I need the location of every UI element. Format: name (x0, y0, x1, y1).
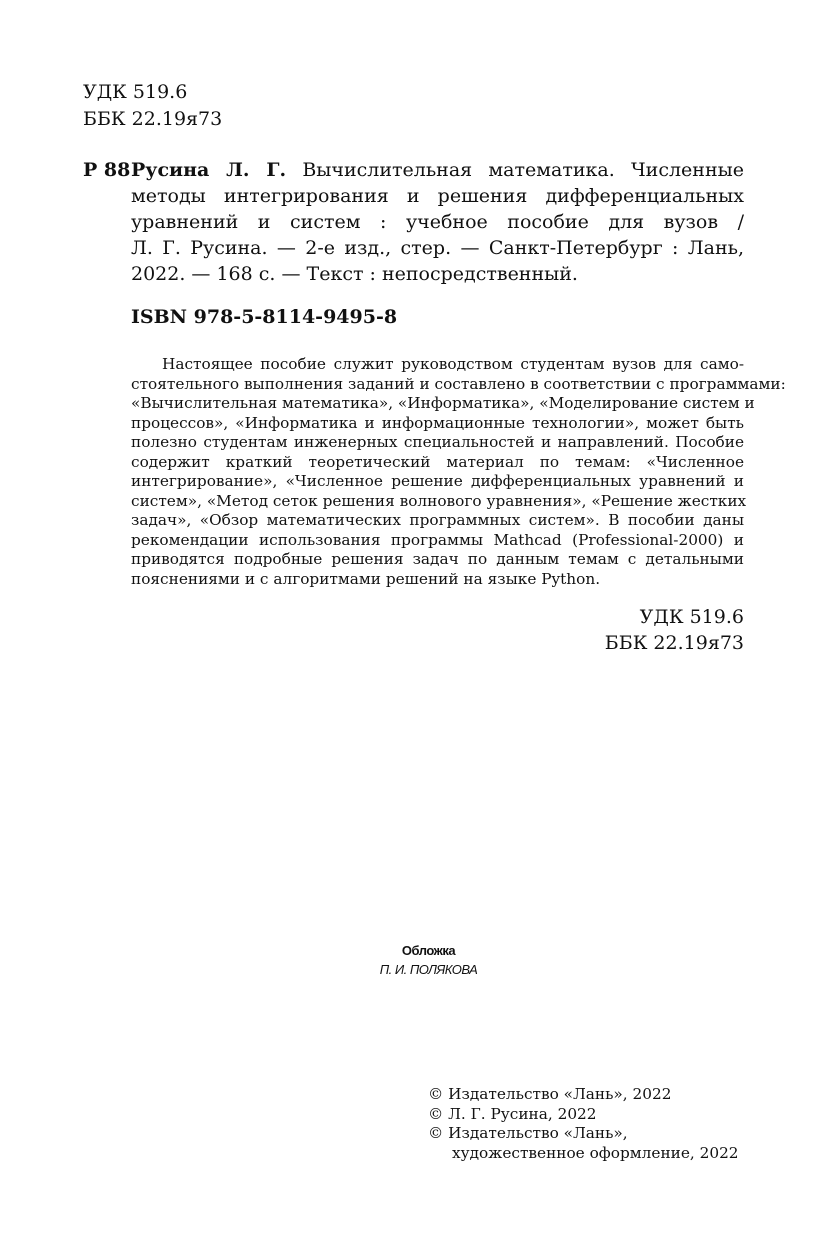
record-line-4: Л. Г. Русина. — 2-е изд., стер. — Санкт-Петербург : Лань, (131, 237, 744, 259)
abstract-line: содержит краткий теоретический материал по темам: «Численное (131, 452, 744, 471)
record-line-2: методы интегрирования и решения дифференциальных (131, 185, 744, 207)
record-line-3: уравнений и систем : учебное пособие для вузов / (131, 211, 744, 233)
abstract-line: процессов», «Информатика и информационные технологии», может быть (131, 413, 744, 432)
classification-header (83, 79, 222, 133)
classification-footer (605, 604, 744, 656)
copyright-block (428, 1085, 739, 1163)
cover-credit (0, 941, 827, 979)
copyright-line: художественное оформление, 2022 (452, 1143, 739, 1162)
copyright-line: © Л. Г. Русина, 2022 (428, 1104, 597, 1123)
abstract-line: пояснениями и с алгоритмами решений на языке Python. (131, 569, 601, 588)
abstract-line: приводятся подробные решения задач по данным темам с детальными (131, 550, 744, 568)
abstract (131, 355, 786, 589)
author-mark: Р 88 (83, 159, 131, 181)
abstract-line: интегрирование», «Численное решение дифференциальных уравнений и (131, 472, 744, 490)
abstract-line: систем», «Метод сеток решения волнового уравнения», «Решение жестких (131, 491, 747, 510)
abstract-line: полезно студентам инженерных специальностей и направлений. Пособие (131, 433, 744, 451)
copyright-line: © Издательство «Лань», (428, 1124, 628, 1142)
cover-designer: П. И. ПОЛЯКОВА (379, 962, 478, 977)
author-name: Русина Л. Г. (131, 159, 287, 181)
abstract-line: стоятельного выполнения заданий и составлено в соответствии с программами: (131, 374, 786, 393)
bibliographic-record (131, 157, 744, 287)
abstract-line: задач», «Обзор математических программных систем». В пособии даны (131, 511, 744, 529)
abstract-line: рекомендации использования программы Mathcad (Professional-2000) и (131, 530, 744, 549)
udk-code-right: УДК 519.6 (639, 606, 744, 628)
abstract-line: «Вычислительная математика», «Информатика», «Моделирование систем и (131, 394, 755, 412)
udk-code: УДК 519.6 (83, 81, 188, 103)
bbk-code-right: ББК 22.19я73 (604, 632, 744, 654)
copyright-line: © Издательство «Лань», 2022 (428, 1085, 672, 1103)
isbn: ISBN 978-5-8114-9495-8 (131, 306, 398, 328)
abstract-line: Настоящее пособие служит руководством студентам вузов для само- (162, 355, 744, 373)
cover-label: Обложка (401, 943, 456, 958)
record-line-1 (131, 157, 744, 183)
bbk-code: ББК 22.19я73 (83, 108, 223, 130)
book-title: Вычислительная математика. Численные (302, 159, 744, 181)
record-line-5: 2022. — 168 с. — Текст : непосредственный. (131, 263, 578, 285)
